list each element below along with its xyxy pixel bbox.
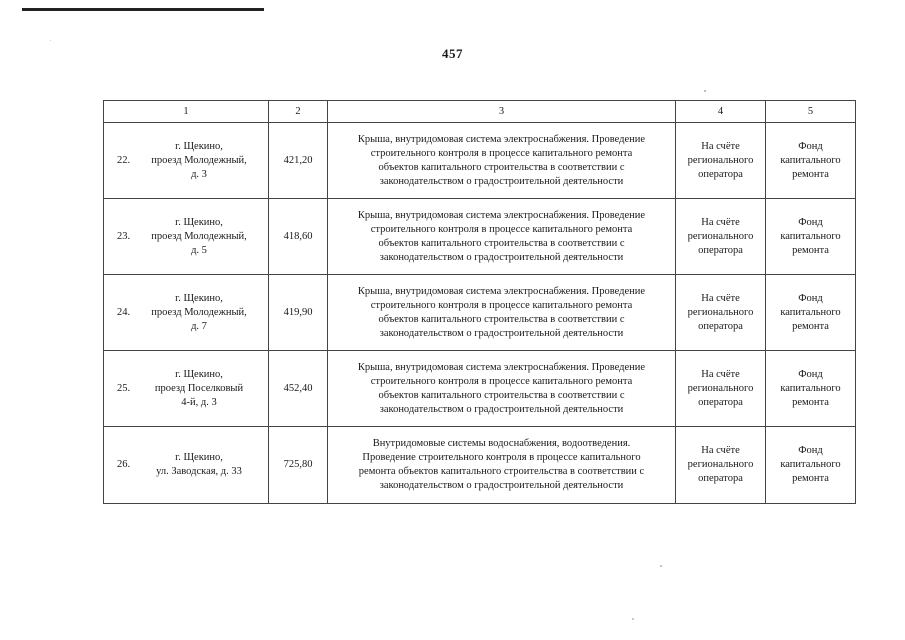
account-owner-line: оператора: [698, 396, 743, 408]
area-cell: 421,20: [269, 123, 328, 199]
table-row: [104, 199, 856, 275]
works-cell: [328, 275, 676, 351]
funding-source-cell: [766, 275, 856, 351]
account-owner-cell: [676, 199, 766, 275]
account-owner-cell: [676, 123, 766, 199]
address-line: 4-й, д. 3: [181, 396, 217, 408]
funding-source-line: капитального: [780, 306, 841, 318]
funding-source-line: капитального: [780, 382, 841, 394]
address-line: г. Щекино,: [175, 140, 223, 152]
address-line: ул. Заводская, д. 33: [156, 466, 242, 477]
works-line: законодательством о градостроительной деятельности: [379, 175, 624, 187]
scan-speck: [660, 565, 662, 567]
address-line: г. Щекино,: [175, 452, 223, 463]
address-line: д. 7: [191, 320, 207, 332]
area-cell: 725,80: [269, 427, 328, 504]
funding-source-cell: [766, 351, 856, 427]
page-number: 457: [442, 46, 463, 61]
works-line: строительного контроля в процессе капитального ремонта: [370, 299, 633, 311]
area-cell: 419,90: [269, 275, 328, 351]
account-owner-cell: [676, 427, 766, 504]
address-cell: [104, 199, 269, 275]
works-line: Крыша, внутридомовая система электроснабжения. Проведение: [357, 285, 646, 297]
works-line: строительного контроля в процессе капитального ремонта: [370, 147, 633, 159]
account-owner-cell: [676, 275, 766, 351]
works-cell: [328, 123, 676, 199]
area-cell: 418,60: [269, 199, 328, 275]
works-line: ремонта объектов капитального строительства в соответствии с: [358, 466, 645, 477]
address-line: г. Щекино,: [175, 292, 223, 304]
funding-source-line: Фонд: [798, 140, 823, 152]
works-line: строительного контроля в процессе капитального ремонта: [370, 375, 633, 387]
scan-speck: [50, 40, 51, 41]
row-number: 25.: [117, 382, 131, 394]
funding-source-line: Фонд: [798, 292, 823, 304]
address-line: проезд Поселковый: [154, 382, 244, 394]
funding-source-line: ремонта: [792, 473, 829, 484]
account-owner-line: регионального: [687, 230, 754, 242]
address-line: д. 5: [191, 244, 207, 256]
address-text: [108, 451, 264, 479]
works-cell: [328, 427, 676, 504]
works-line: Проведение строительного контроля в процессе капитального: [362, 452, 641, 463]
address-line: проезд Молодежный,: [151, 230, 247, 242]
scan-speck: [704, 90, 706, 92]
funding-source-line: Фонд: [798, 216, 823, 228]
account-owner-line: На счёте: [701, 216, 740, 228]
column-number: 3: [328, 101, 676, 123]
address-cell: [104, 123, 269, 199]
funding-source-line: ремонта: [792, 168, 829, 180]
works-line: Внутридомовые системы водоснабжения, водоотведения.: [372, 438, 631, 449]
account-owner-line: На счёте: [701, 140, 740, 152]
funding-source-cell: [766, 199, 856, 275]
address-cell: [104, 275, 269, 351]
table-row: [104, 351, 856, 427]
funding-source-cell: [766, 123, 856, 199]
works-line: объектов капитального строительства в соответствии с: [378, 161, 625, 173]
scan-speck: [632, 618, 634, 620]
works-line: Крыша, внутридомовая система электроснабжения. Проведение: [357, 133, 646, 145]
table-row: [104, 123, 856, 199]
account-owner-line: оператора: [698, 168, 743, 180]
account-owner-line: оператора: [698, 473, 743, 484]
table-row: [104, 275, 856, 351]
works-line: Крыша, внутридомовая система электроснабжения. Проведение: [357, 361, 646, 373]
works-line: объектов капитального строительства в соответствии с: [378, 237, 625, 249]
funding-source-line: ремонта: [792, 320, 829, 332]
works-line: Крыша, внутридомовая система электроснабжения. Проведение: [357, 209, 646, 221]
account-owner-line: регионального: [687, 459, 754, 470]
address-text: [108, 216, 264, 258]
account-owner-line: оператора: [698, 244, 743, 256]
account-owner-line: регионального: [687, 154, 754, 166]
table-header: [104, 101, 856, 123]
column-number-row: [104, 101, 856, 123]
address-line: г. Щекино,: [175, 368, 223, 380]
works-line: строительного контроля в процессе капитального ремонта: [370, 223, 633, 235]
account-owner-line: На счёте: [701, 292, 740, 304]
works-line: законодательством о градостроительной деятельности: [379, 480, 624, 491]
top-rule: [22, 8, 264, 11]
column-number: 1: [104, 101, 269, 123]
address-cell: [104, 427, 269, 504]
column-number: 2: [269, 101, 328, 123]
row-number: 23.: [117, 230, 131, 242]
account-owner-cell: [676, 351, 766, 427]
funding-source-line: Фонд: [798, 368, 823, 380]
table-body: [104, 123, 856, 504]
column-number: 5: [766, 101, 856, 123]
account-owner-line: На счёте: [701, 445, 740, 456]
account-owner-line: регионального: [687, 382, 754, 394]
address-text: [108, 292, 264, 334]
works-line: объектов капитального строительства в соответствии с: [378, 313, 625, 325]
address-text: [108, 140, 264, 182]
column-number: 4: [676, 101, 766, 123]
works-cell: [328, 351, 676, 427]
funding-source-line: Фонд: [798, 445, 823, 456]
row-number: 26.: [117, 459, 131, 470]
works-line: законодательством о градостроительной деятельности: [379, 251, 624, 263]
address-text: [108, 368, 264, 410]
row-number: 22.: [117, 154, 131, 166]
address-line: д. 3: [191, 168, 207, 180]
address-line: г. Щекино,: [175, 216, 223, 228]
funding-source-line: ремонта: [792, 396, 829, 408]
account-owner-line: На счёте: [701, 368, 740, 380]
funding-source-line: капитального: [780, 459, 841, 470]
account-owner-line: оператора: [698, 320, 743, 332]
works-line: объектов капитального строительства в соответствии с: [378, 389, 625, 401]
address-cell: [104, 351, 269, 427]
row-number: 24.: [117, 306, 131, 318]
works-register-table: [103, 100, 856, 504]
works-line: законодательством о градостроительной деятельности: [379, 327, 624, 339]
area-cell: 452,40: [269, 351, 328, 427]
works-line: законодательством о градостроительной деятельности: [379, 403, 624, 415]
funding-source-line: капитального: [780, 230, 841, 242]
funding-source-line: капитального: [780, 154, 841, 166]
works-cell: [328, 199, 676, 275]
address-line: проезд Молодежный,: [151, 154, 247, 166]
funding-source-cell: [766, 427, 856, 504]
address-line: проезд Молодежный,: [151, 306, 247, 318]
table-row: [104, 427, 856, 504]
funding-source-line: ремонта: [792, 244, 829, 256]
account-owner-line: регионального: [687, 306, 754, 318]
